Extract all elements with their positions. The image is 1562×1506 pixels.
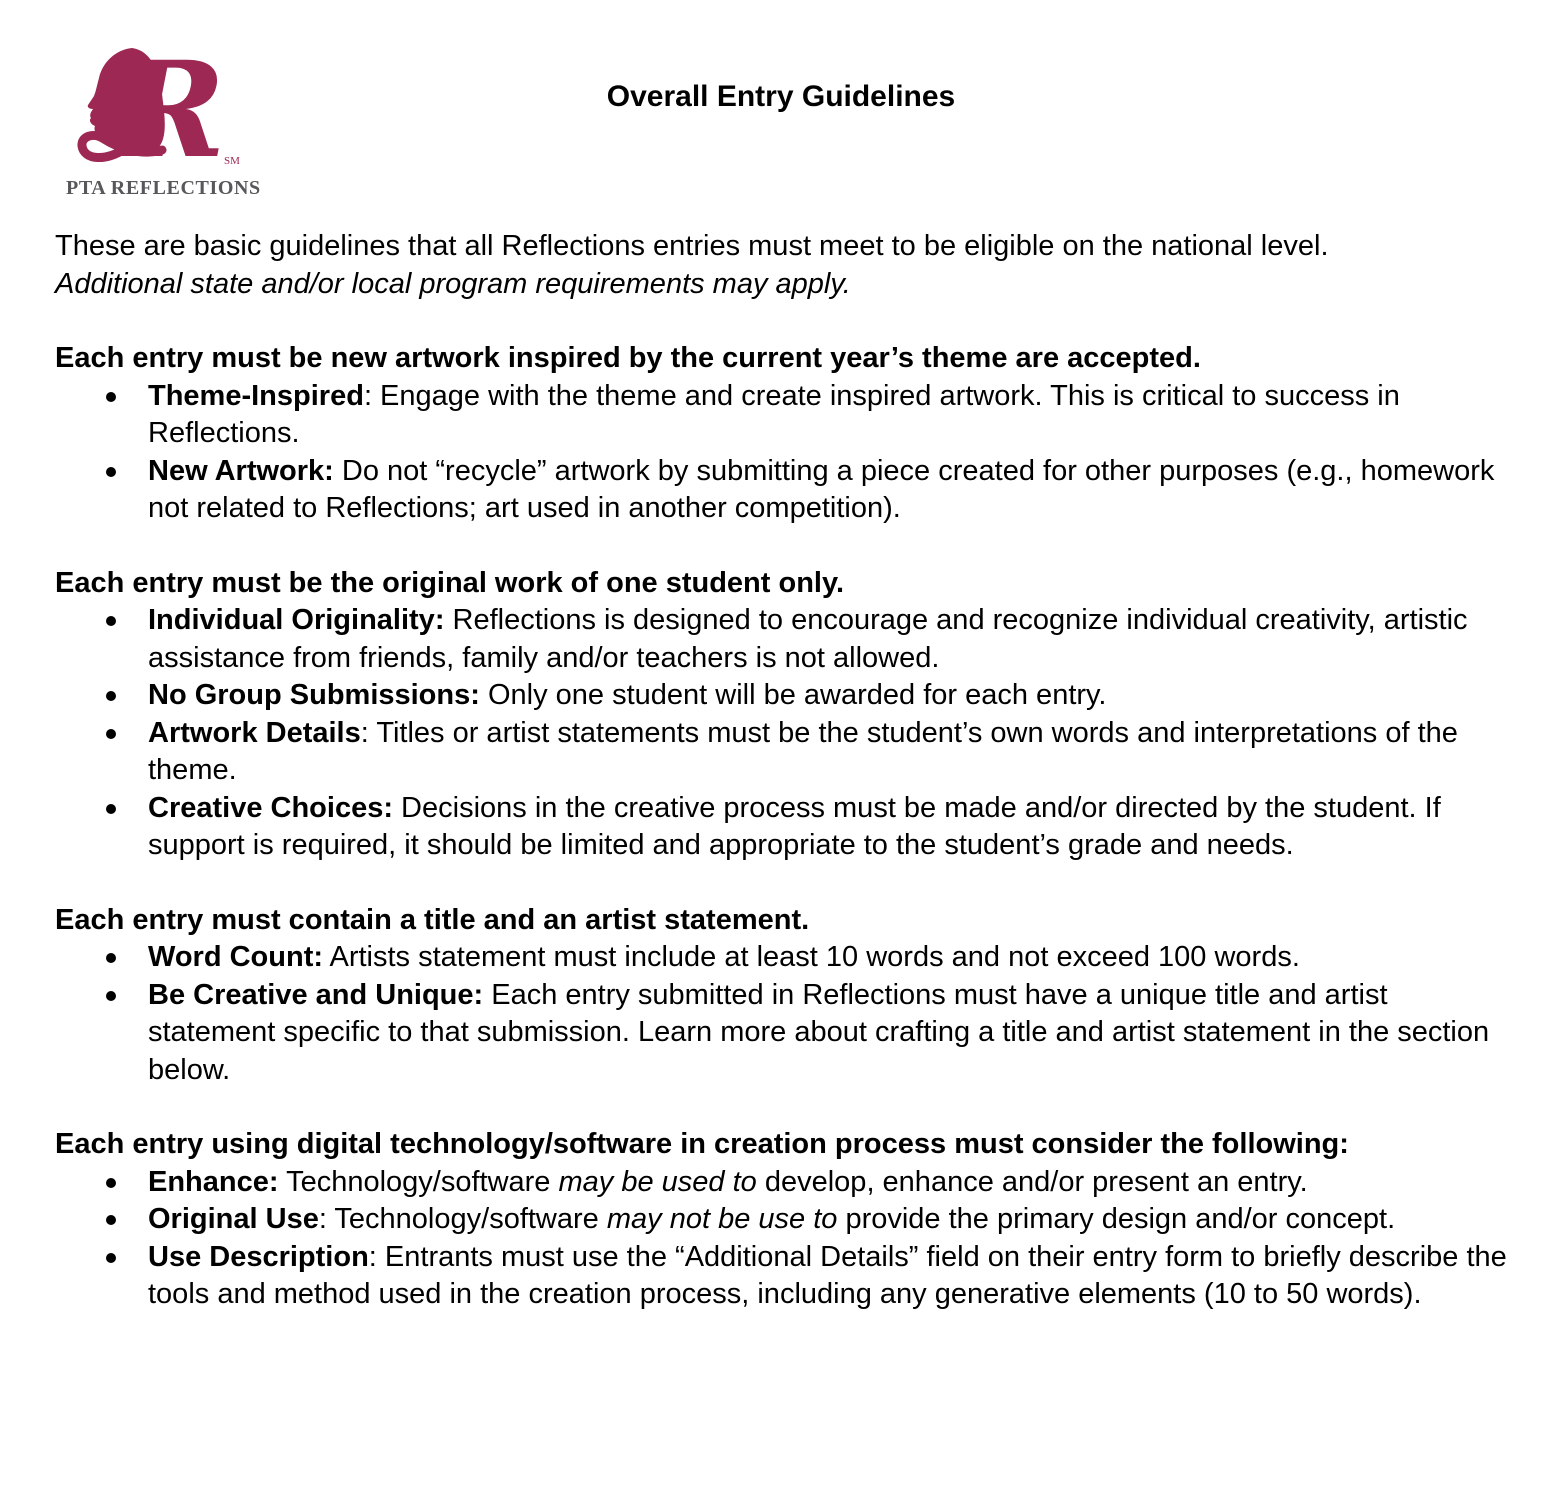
bullet-list	[55, 939, 1510, 1089]
logo-trademark: SM	[224, 155, 240, 167]
bullet-item	[148, 602, 1510, 677]
text-run: Technology/software	[278, 1165, 559, 1198]
text-run: Reflections is designed to encourage and recognize individual creativity, artistic assistance from friends, family and/or teachers is not allowed.	[148, 604, 1468, 674]
text-run: Enhance:	[148, 1165, 279, 1198]
intro-line2: Additional state and/or local program requirements may apply.	[55, 267, 851, 300]
text-run: : Entrants must use the “Additional Details” field on their entry form to briefly describe the tools and method used in the creation process, including any generative elements (10 to 50 words).	[148, 1240, 1507, 1310]
text-run: Use Description	[148, 1240, 369, 1273]
logo-r-letter: R	[116, 40, 226, 170]
intro-paragraph	[55, 228, 1510, 303]
text-run: : Titles or artist statements must be the student’s own words and interpretations of the theme.	[148, 716, 1458, 786]
section-heading: Each entry must be new artwork inspired by the current year’s theme are accepted.	[55, 342, 1201, 374]
text-run: Individual Originality:	[148, 604, 445, 636]
bullet-item	[148, 677, 1510, 715]
text-run: Be Creative and Unique:	[148, 978, 484, 1011]
bullet-item	[148, 1164, 1510, 1202]
text-run: New Artwork:	[148, 454, 334, 487]
section-heading: Each entry must contain a title and an artist statement.	[55, 903, 810, 936]
text-run: develop, enhance and/or present an entry.	[756, 1165, 1308, 1198]
bullet-item	[148, 977, 1510, 1090]
pta-reflections-logo	[66, 40, 266, 200]
document-content	[55, 228, 1510, 1314]
text-run: No Group Submissions:	[148, 679, 480, 711]
section-heading: Each entry using digital technology/software in creation process must consider the following:	[55, 1128, 1349, 1160]
text-run: Decisions in the creative process must be made and/or directed by the student. If support is required, it should be limited and appropriate to the student’s grade and needs.	[148, 791, 1441, 861]
intro-line1: These are basic guidelines that all Reflections entries must meet to be eligible on the national level.	[55, 230, 1329, 262]
bullet-item	[148, 1201, 1510, 1239]
text-run: Each entry submitted in Reflections must have a unique title and artist statement specific to that submission. Learn more about crafting a title and artist statement in the section below.	[148, 978, 1490, 1086]
bullet-item	[148, 939, 1510, 977]
text-run: Artwork Details	[148, 716, 361, 749]
text-run: may not be use to	[606, 1203, 838, 1235]
bullet-item	[148, 790, 1510, 865]
bullet-item	[148, 453, 1510, 528]
page-title: Overall Entry Guidelines	[606, 80, 956, 113]
text-run: : Engage with the theme and create inspired artwork. This is critical to success in Reflections.	[148, 379, 1400, 449]
text-run: provide the primary design and/or concept.	[837, 1203, 1396, 1235]
text-run: Do not “recycle” artwork by submitting a piece created for other purposes (e.g., homework not related to Reflections; art used in another competition).	[148, 454, 1495, 524]
guideline-section	[55, 565, 1510, 865]
text-run: Theme-Inspired	[148, 379, 364, 412]
guideline-section	[55, 902, 1510, 1090]
text-run: may be used to	[558, 1165, 757, 1198]
text-run: Artists statement must include at least 10 words and not exceed 100 words.	[323, 941, 1300, 973]
guideline-section	[55, 1126, 1510, 1314]
bullet-item	[148, 1239, 1510, 1314]
text-run: : Technology/software	[318, 1203, 607, 1235]
bullet-list	[55, 602, 1510, 865]
logo-wordmark: PTA REFLECTIONS	[66, 177, 261, 199]
bullet-list	[55, 1164, 1510, 1314]
guideline-section	[55, 340, 1510, 528]
text-run: Only one student will be awarded for each entry.	[479, 679, 1107, 711]
sections-container	[55, 340, 1510, 1314]
text-run: Original Use	[148, 1203, 319, 1235]
text-run: Creative Choices:	[148, 791, 393, 824]
bullet-list	[55, 378, 1510, 528]
bullet-item	[148, 715, 1510, 790]
section-heading: Each entry must be the original work of one student only.	[55, 566, 845, 599]
bullet-item	[148, 378, 1510, 453]
text-run: Word Count:	[148, 941, 324, 973]
